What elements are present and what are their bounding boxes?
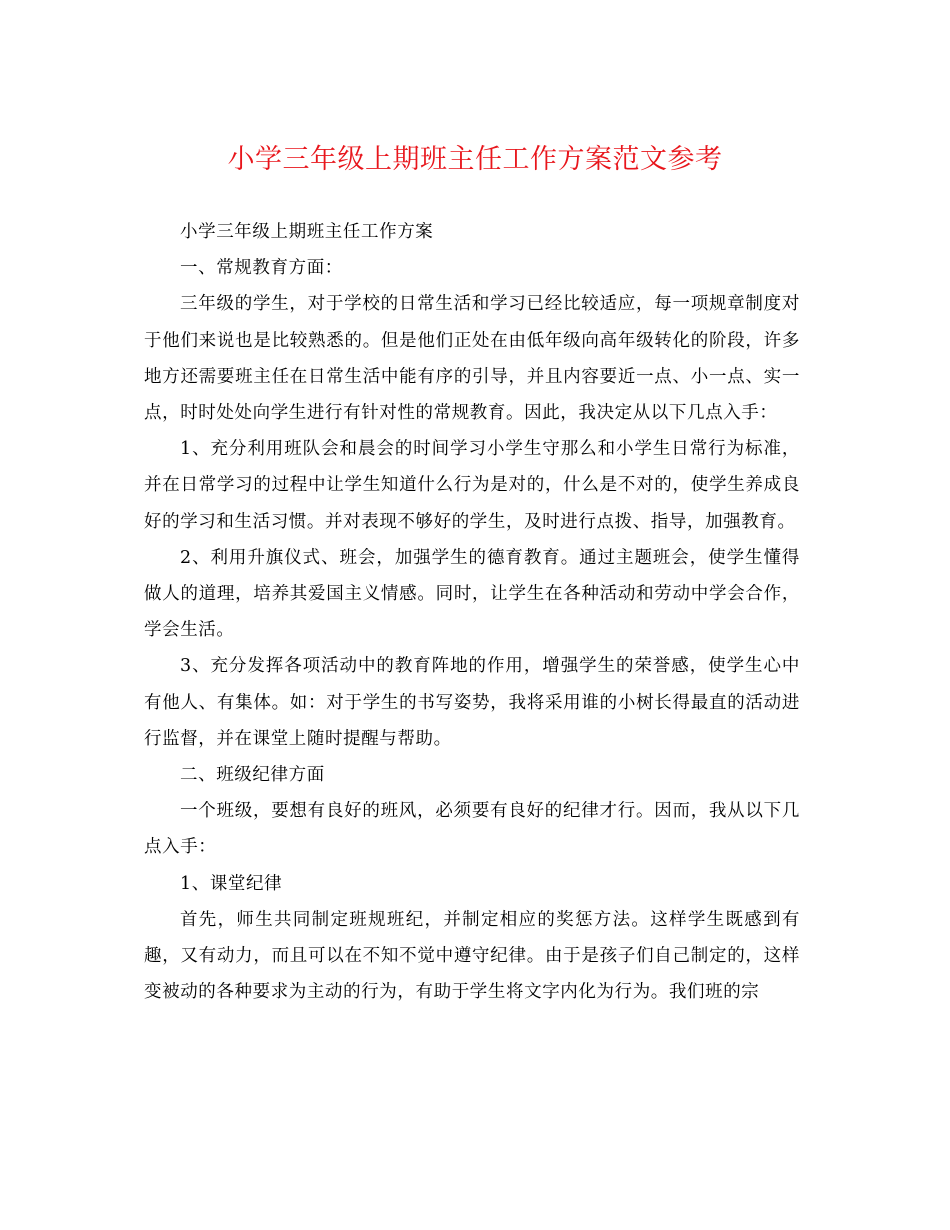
paragraph-item-3: 3、充分发挥各项活动中的教育阵地的作用，增强学生的荣誉感，使学生心中有他人、有集体。如：对于学生的书写姿势，我将采用谁的小树长得最直的活动进行监督，并在课堂上随时提醒与帮助。 bbox=[144, 656, 800, 749]
paragraph-discipline-intro: 一个班级，要想有良好的班风，必须要有良好的纪律才行。因而，我从以下几点入手： bbox=[144, 801, 800, 858]
document-body bbox=[144, 214, 800, 1010]
document-title: 小学三年级上期班主任工作方案范文参考 bbox=[227, 144, 723, 175]
paragraph-section-heading-2: 二、班级纪律方面 bbox=[180, 765, 325, 786]
paragraph-intro: 三年级的学生，对于学校的日常生活和学习已经比较适应，每一项规章制度对于他们来说也是比较熟悉的。但是他们正处在由低年级向高年级转化的阶段，许多地方还需要班主任在日常生活中能有序的引导，并且内容要近一点、小一点、实一点，时时处处向学生进行有针对性的常规教育。因此，我决定从以下几点入手： bbox=[144, 294, 800, 424]
paragraph-subtitle: 小学三年级上期班主任工作方案 bbox=[180, 222, 434, 242]
paragraph-item-2: 2、利用升旗仪式、班会，加强学生的德育教育。通过主题班会，使学生懂得做人的道理，培养其爱国主义情感。同时，让学生在各种活动和劳动中学会合作，学会生活。 bbox=[144, 547, 800, 641]
paragraph-item-1: 1、充分利用班队会和晨会的时间学习小学生守那么和小学生日常行为标准，并在日常学习的过程中让学生知道什么行为是对的，什么是不对的，使学生养成良好的学习和生活习惯。并对表现不够好的学生，及时进行点拨、指导，加强教育。 bbox=[144, 439, 800, 532]
paragraph-subheading-classroom: 1、课堂纪律 bbox=[180, 873, 283, 894]
paragraph-classroom-rules: 首先，师生共同制定班规班纪，并制定相应的奖惩方法。这样学生既感到有趣，又有动力，而且可以在不知不觉中遵守纪律。由于是孩子们自己制定的，这样变被动的各种要求为主动的行为，有助于学生将文字内化为行为。我们班的宗 bbox=[144, 909, 800, 1003]
paragraph-section-heading-1: 一、常规教育方面： bbox=[180, 258, 343, 279]
